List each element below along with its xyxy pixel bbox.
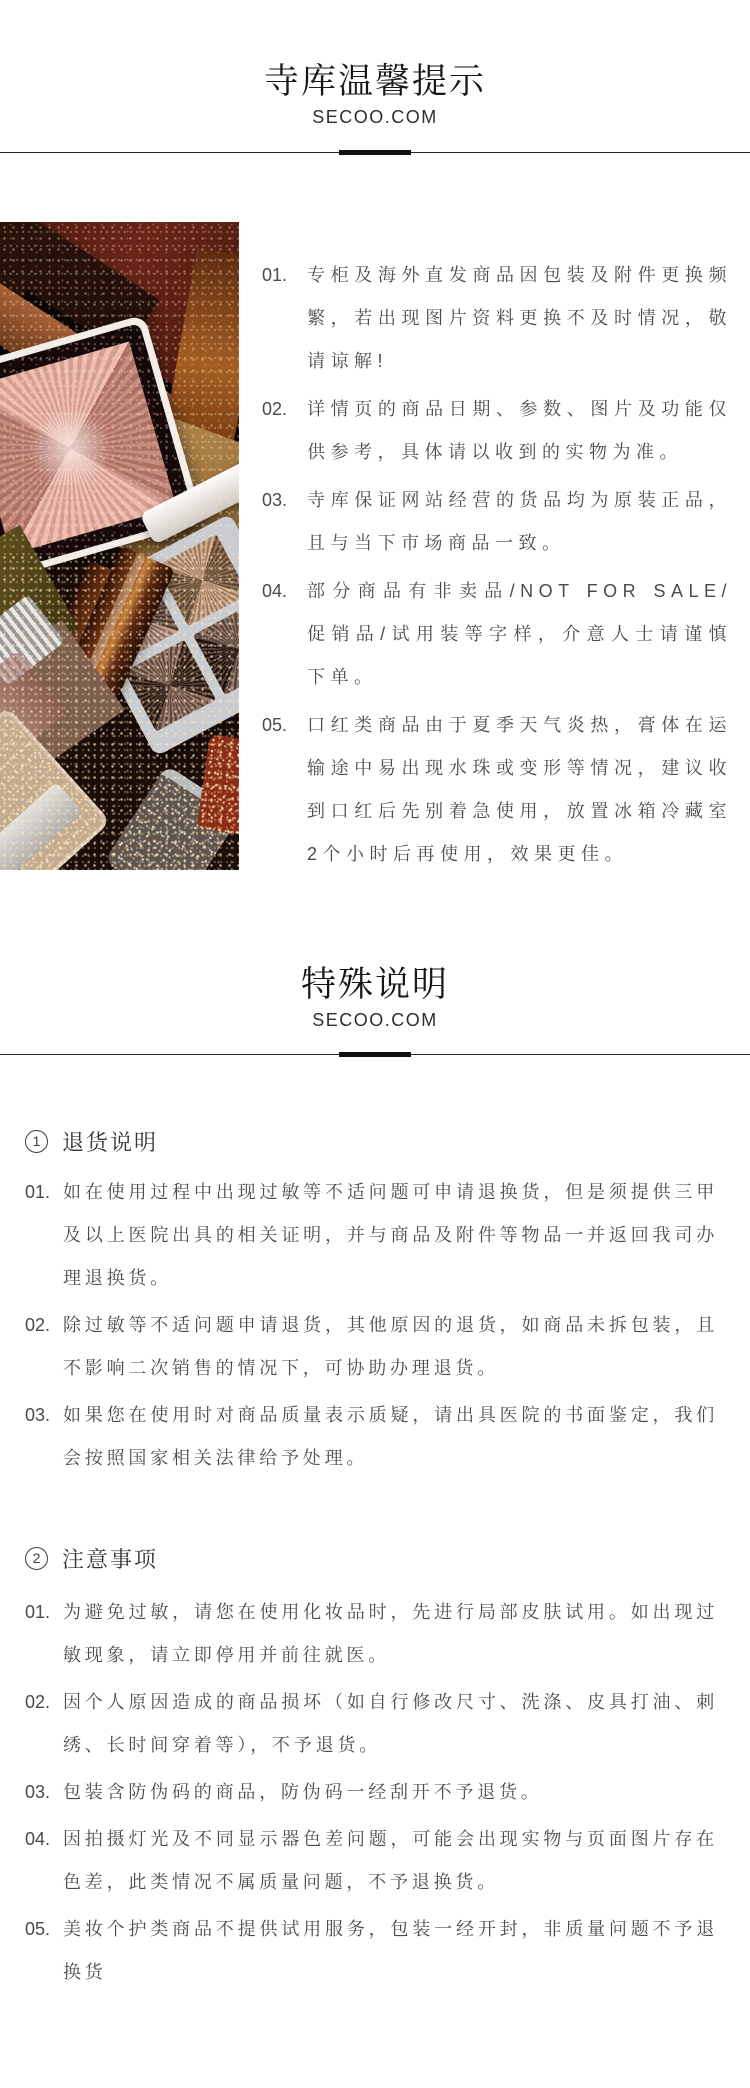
list-item-number: 04. [25,1829,51,1849]
list-item [25,1771,718,1814]
group-returns-heading: 退货说明 [62,1129,159,1155]
list-item-number: 05. [262,715,288,735]
list-item-number: 03. [262,490,288,510]
list-item-number: 01. [25,1602,51,1622]
list-item-number: 01. [25,1182,51,1202]
list-item-number: 02. [25,1692,51,1712]
list-item-text: 为避免过敏，请您在使用化妆品时，先进行局部皮肤试用。如出现过敏现象，请立即停用并前往就医。 [63,1602,718,1665]
list-item-text: 美妆个护类商品不提供试用服务，包装一经开封，非质量问题不予退换货 [63,1919,718,1982]
list-item-text: 包装含防伪码的商品，防伪码一经刮开不予退货。 [63,1782,543,1802]
special-divider-accent [339,1052,411,1057]
group-precautions-header [25,1543,158,1573]
list-item-number: 03. [25,1405,51,1425]
list-item-text: 口红类商品由于夏季天气炎热，膏体在运输途中易出现水珠或变形等情况，建议收到口红后先别着急使用，放置冰箱冷藏室2个小时后再使用，效果更佳。 [307,715,732,864]
list-item-number: 02. [25,1315,51,1335]
list-item-number: 05. [25,1919,51,1939]
list-item-number: 01. [262,265,288,285]
list-item-text: 因拍摄灯光及不同显示器色差问题，可能会出现实物与页面图片存在色差，此类情况不属质量问题，不予退换货。 [63,1829,718,1892]
list-item-text: 寺库保证网站经营的货品均为原装正品，且与当下市场商品一致。 [307,490,732,553]
list-item-text: 除过敏等不适问题申请退货，其他原因的退货，如商品未拆包装，且不影响二次销售的情况下，可协助办理退货。 [63,1315,718,1378]
list-item-number: 02. [262,399,288,419]
list-item [25,1304,718,1390]
precautions-list [25,1591,718,1998]
list-item-text: 因个人原因造成的商品损坏（如自行修改尺寸、洗涤、皮具打油、刺绣、长时间穿着等），不予退货。 [63,1692,718,1755]
list-item [25,1171,718,1300]
list-item [25,1394,718,1480]
cosmetics-flatlay-photo [0,222,239,870]
list-item [262,704,732,876]
list-item-number: 03. [25,1782,51,1802]
list-item-text: 详情页的商品日期、参数、图片及功能仅供参考，具体请以收到的实物为准。 [307,399,732,462]
list-item [262,479,732,565]
returns-list [25,1171,718,1484]
list-item [262,254,732,383]
list-item [25,1591,718,1677]
circled-number-2-icon: 2 [25,1547,48,1570]
circled-number-1-icon: 1 [25,1130,48,1153]
tips-title: 寺库温馨提示 [263,62,486,101]
list-item [25,1908,718,1994]
list-item-text: 如在使用过程中出现过敏等不适问题可申请退换货，但是须提供三甲及以上医院出具的相关证明，并与商品及附件等物品一并返回我司办理退换货。 [63,1182,718,1288]
tips-divider-accent [339,150,411,155]
list-item [262,570,732,699]
special-subtitle: SECOO.COM [312,1010,438,1030]
list-item [262,388,732,474]
photo-sparkle-overlay [0,222,239,870]
list-item-number: 04. [262,581,288,601]
tips-list [262,254,732,881]
list-item [25,1818,718,1904]
list-item-text: 如果您在使用时对商品质量表示质疑，请出具医院的书面鉴定，我们会按照国家相关法律给予处理。 [63,1405,718,1468]
group-precautions-heading: 注意事项 [62,1546,159,1572]
special-title: 特殊说明 [300,965,449,1004]
group-returns-header [25,1126,158,1156]
list-item [25,1681,718,1767]
list-item-text: 专柜及海外直发商品因包装及附件更换频繁，若出现图片资料更换不及时情况，敬请谅解! [307,265,732,371]
list-item-text: 部分商品有非卖品/NOT FOR SALE/促销品/试用装等字样，介意人士请谨慎下单。 [307,581,732,687]
tips-subtitle: SECOO.COM [312,107,438,127]
